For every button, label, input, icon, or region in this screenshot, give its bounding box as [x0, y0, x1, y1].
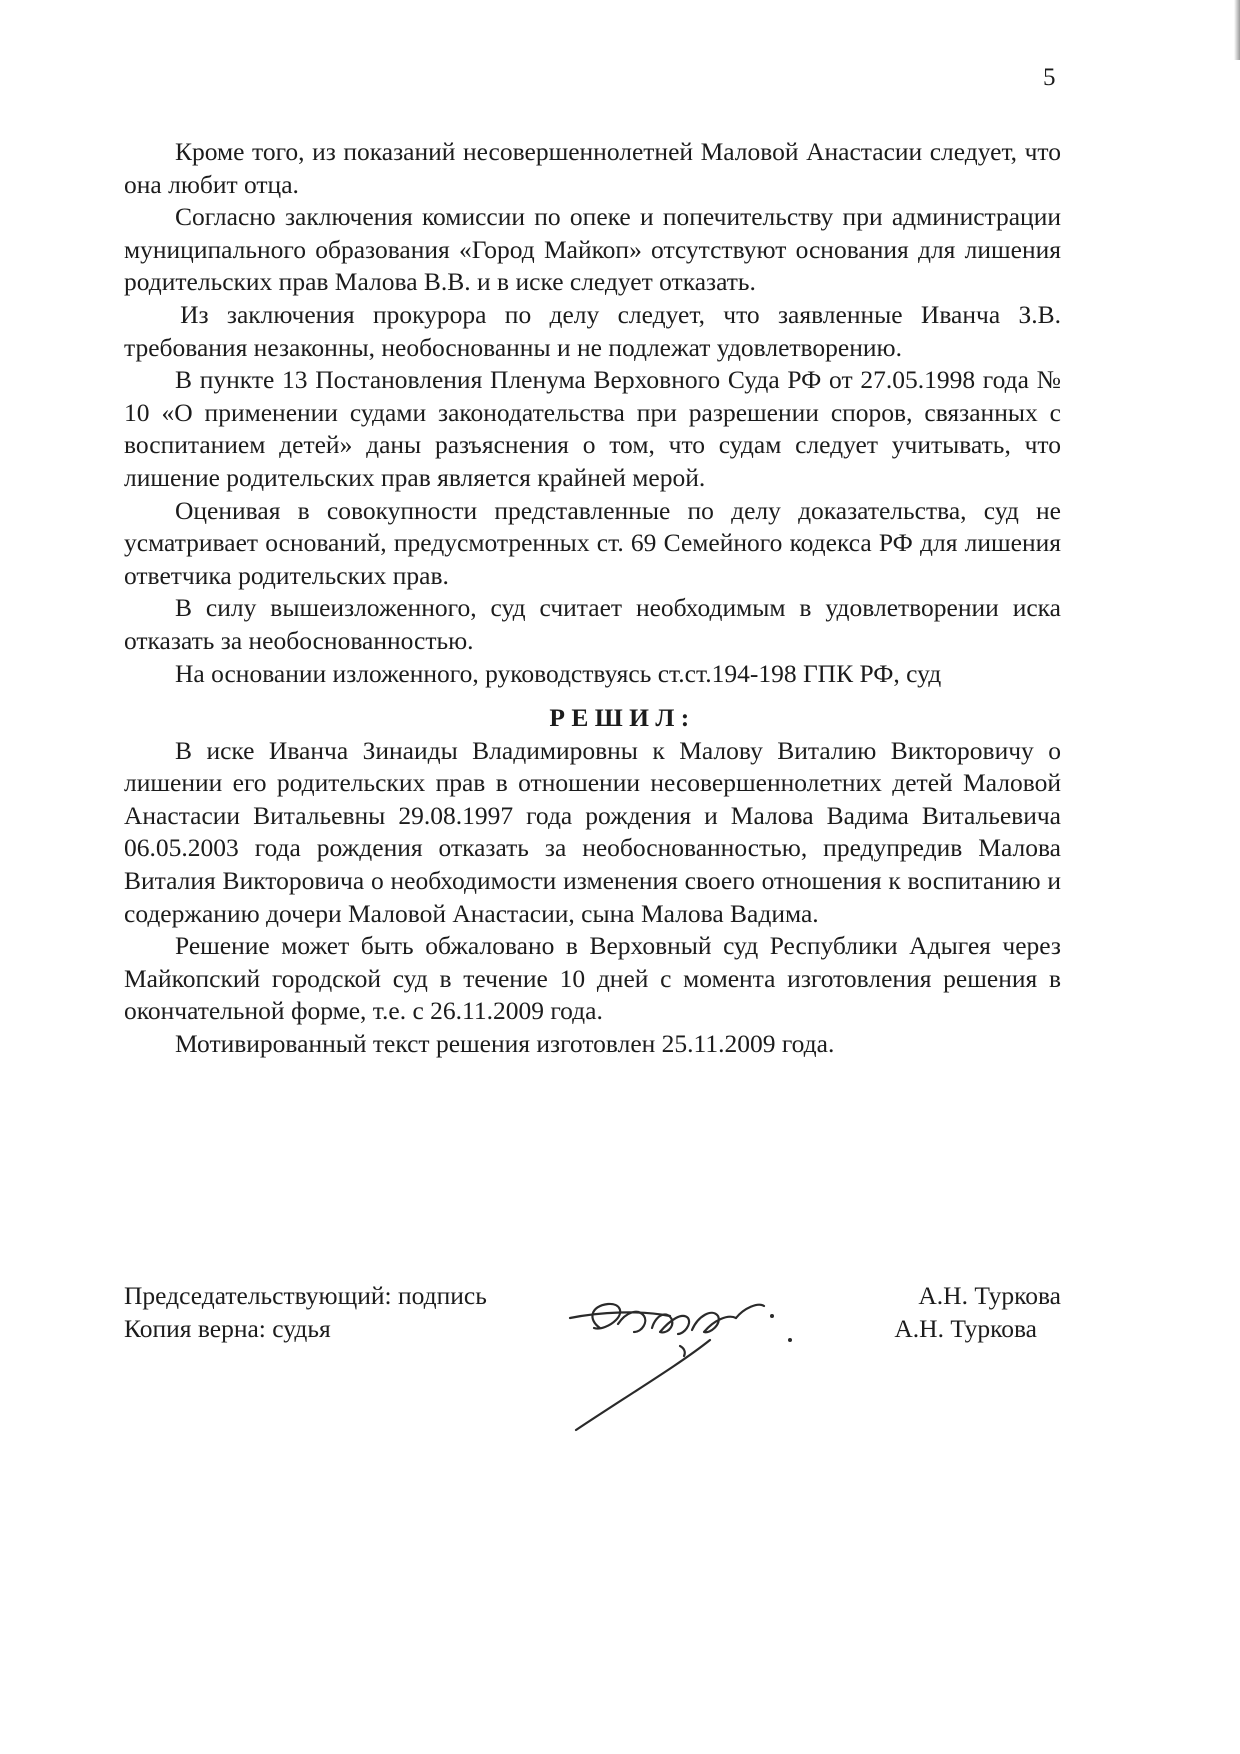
decision-heading: РЕШИЛ:	[549, 703, 696, 733]
paragraph-legal-basis: На основании изложенного, руководствуясь ст.ст.194-198 ГПК РФ, суд	[175, 658, 942, 688]
handwritten-signature-icon	[560, 1294, 820, 1434]
copy-name: А.Н. Туркова	[894, 1313, 1037, 1343]
paragraph-commission-conclusion: Согласно заключения комиссии по опеке и попечительству при администрации муниципального образования «Город Майкоп» отсутствуют основания для лишения родительских прав Малова В.В. и в иске следует отказать.	[124, 202, 1061, 297]
paragraph-plenum-resolution: В пункте 13 Постановления Пленума Верховного Суда РФ от 27.05.1998 года № 10 «О применении судами законодательства при разрешении споров, связанных с воспитанием детей» даны разъяснения о том, что судам следует учитывать, что лишение родительских прав является крайней мерой.	[124, 365, 1061, 492]
paragraph-court-considers: В силу вышеизложенного, суд считает необходимым в удовлетворении иска отказать за необоснованностью.	[124, 593, 1061, 655]
presiding-name: А.Н. Туркова	[918, 1281, 1061, 1310]
paragraph-decision: В иске Иванча Зинаиды Владимировны к Малову Виталию Викторовичу о лишении его родительских прав в отношении несовершеннолетних детей Маловой Анастасии Витальевны 29.08.1997 года рождения и Малова Вадима Витальевича 06.05.2003 года рождения отказать за необоснованностью, предупредив Малова Виталия Викторовича о необходимости изменения своего отношения к воспитанию и содержанию дочери Маловой Анастасии, сына Малова Вадима.	[124, 735, 1061, 928]
copy-label: Копия верна: судья	[124, 1313, 331, 1343]
paragraph-evidence-assessment: Оценивая в совокупности представленные по делу доказательства, суд не усматривает оснований, предусмотренных ст. 69 Семейного кодекса РФ для лишения ответчика родительских прав.	[124, 495, 1061, 590]
paragraph-appeal: Решение может быть обжаловано в Верховный суд Республики Адыгея через Майкопский городской суд в течение 10 дней с момента изготовления решения в окончательной форме, т.е. с 26.11.2009 года.	[124, 931, 1061, 1026]
paragraph-reasoned-text: Мотивированный текст решения изготовлен 25.11.2009 года.	[175, 1029, 835, 1059]
page-edge-shadow	[1234, 0, 1240, 60]
paragraph-testimony: Кроме того, из показаний несовершеннолетней Маловой Анастасии следует, что она любит отца.	[124, 137, 1061, 199]
paragraph-prosecutor-conclusion: Из заключения прокурора по делу следует, что заявленные Иванча З.В. требования незаконны, необоснованны и не подлежат удовлетворению.	[124, 299, 1061, 362]
page-number: 5	[1043, 64, 1056, 91]
presiding-label: Председательствующий: подпись	[124, 1281, 487, 1310]
document-body	[124, 136, 1061, 1061]
